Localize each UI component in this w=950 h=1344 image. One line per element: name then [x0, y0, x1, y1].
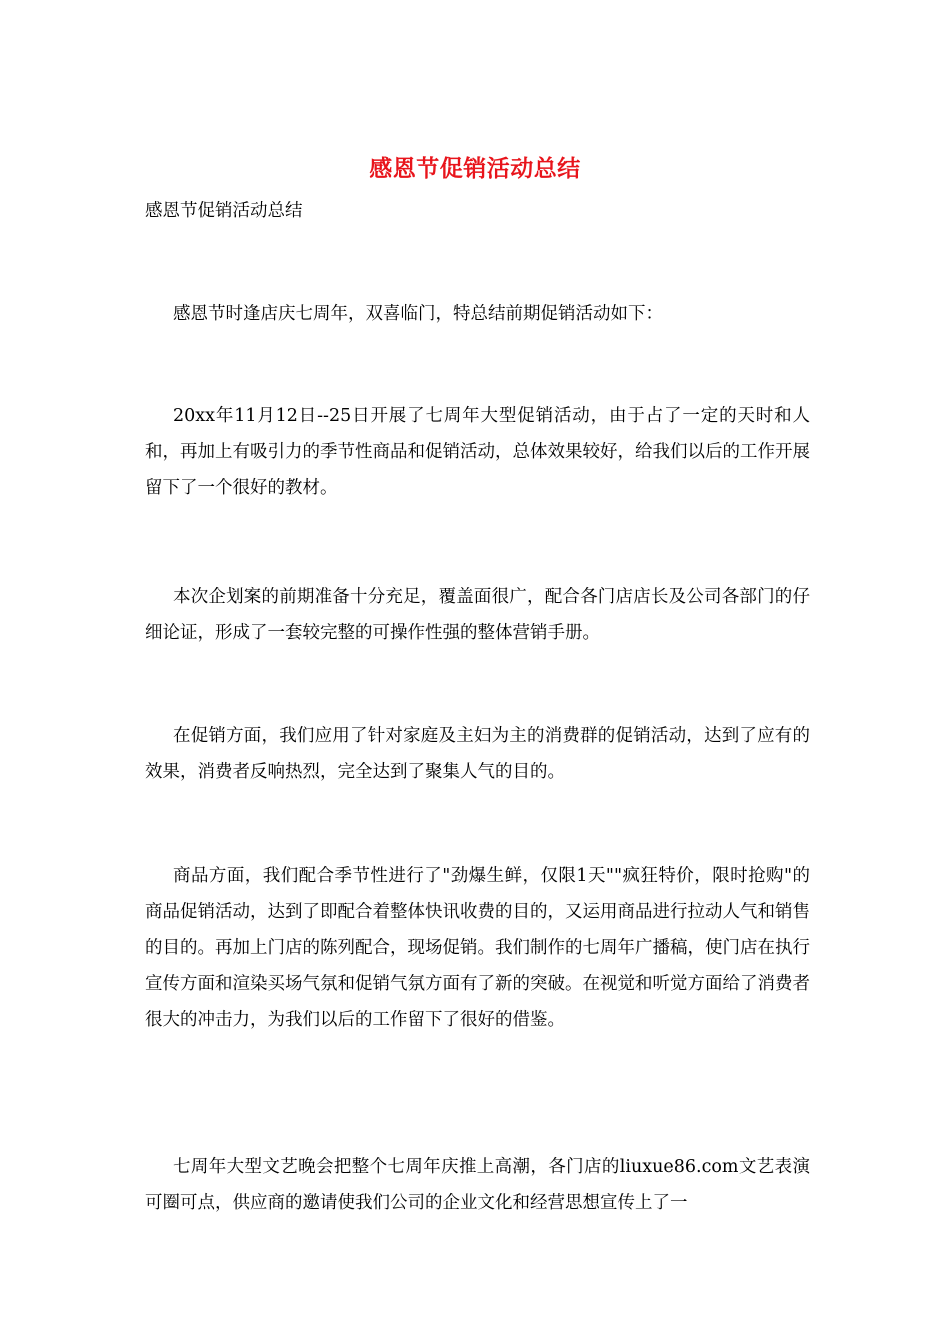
document-subtitle: 感恩节促销活动总结: [145, 201, 303, 221]
paragraph-planning: 本次企划案的前期准备十分充足，覆盖面很广，配合各门店店长及公司各部门的仔细论证，形成了一套较完整的可操作性强的整体营销手册。: [145, 587, 810, 643]
paragraph-merchandise: 商品方面，我们配合季节性进行了"劲爆生鲜，仅限1天""疯狂特价，限时抢购"的商品促销活动，达到了即配合着整体快讯收费的目的，又运用商品进行拉动人气和销售的目的。再加上门店的陈列配合，现场促销。我们制作的七周年广播稿，使门店在执行宣传方面和渲染买场气氛和促销气氛方面有了新的突破。在视觉和听觉方面给了消费者很大的冲击力，为我们以后的工作留下了很好的借鉴。: [145, 866, 810, 1030]
document-title: 感恩节促销活动总结: [369, 155, 581, 182]
paragraph-gala: 七周年大型文艺晚会把整个七周年庆推上高潮，各门店的liuxue86.com文艺表演可圈可点，供应商的邀请使我们公司的企业文化和经营思想宣传上了一: [145, 1157, 810, 1213]
paragraph-intro: 感恩节时逢店庆七周年，双喜临门，特总结前期促销活动如下：: [173, 304, 663, 324]
paragraph-activity-dates: 20xx年11月12日--25日开展了七周年大型促销活动，由于占了一定的天时和人和，再加上有吸引力的季节性商品和促销活动，总体效果较好，给我们以后的工作开展留下了一个很好的教材。: [145, 406, 810, 498]
paragraph-promotion: 在促销方面，我们应用了针对家庭及主妇为主的消费群的促销活动，达到了应有的效果，消费者反响热烈，完全达到了聚集人气的目的。: [145, 726, 810, 782]
